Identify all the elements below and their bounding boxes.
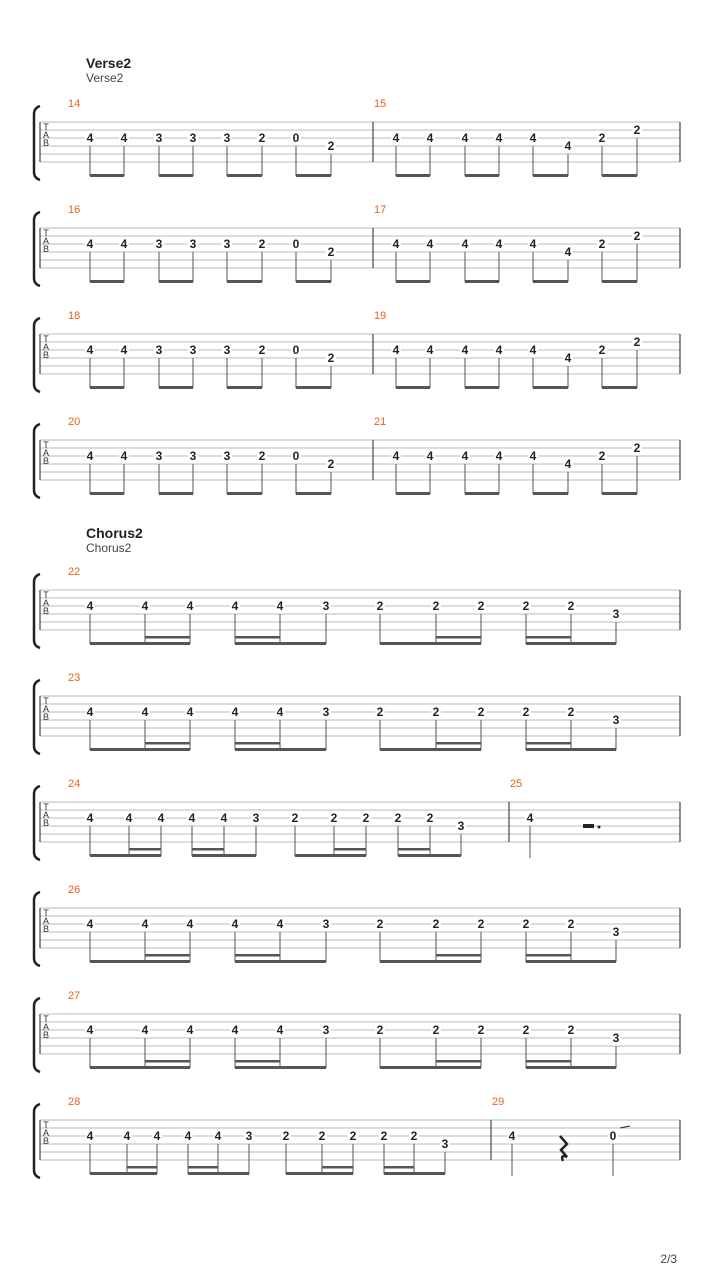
fret-number: 4 — [186, 1023, 194, 1037]
system-bracket — [34, 892, 40, 966]
fret-number: 2 — [330, 811, 338, 825]
fret-number: 2 — [349, 1129, 357, 1143]
fret-number: 4 — [392, 237, 400, 251]
fret-number: 2 — [426, 811, 434, 825]
fret-number: 4 — [461, 237, 469, 251]
measure-number: 21 — [374, 416, 387, 428]
fret-number: 3 — [189, 237, 197, 251]
beam — [90, 492, 124, 495]
measure-number: 17 — [374, 204, 387, 216]
beam — [533, 492, 568, 495]
beam-16th — [526, 1060, 571, 1063]
fret-number: 4 — [495, 343, 503, 357]
fret-number: 4 — [86, 811, 94, 825]
measure-number: 25 — [510, 778, 523, 790]
fret-number: 2 — [258, 449, 266, 463]
fret-number: 4 — [392, 131, 400, 145]
system-bracket — [34, 998, 40, 1072]
fret-number: 4 — [392, 343, 400, 357]
staff-system — [34, 884, 680, 966]
tab-clef-letter: B — [42, 1030, 50, 1040]
fret-number: 2 — [327, 139, 335, 153]
beam — [526, 748, 616, 751]
fret-number: 3 — [322, 705, 330, 719]
fret-number: 4 — [120, 131, 128, 145]
beam — [380, 1066, 481, 1069]
staff-system — [34, 98, 680, 180]
staff-system — [34, 1096, 680, 1178]
system-bracket — [34, 1104, 40, 1178]
beam-16th — [145, 636, 190, 639]
system-bracket — [34, 318, 40, 392]
beam-16th — [526, 742, 571, 745]
beam — [227, 174, 262, 177]
beam — [235, 960, 326, 963]
fret-number: 2 — [477, 599, 485, 613]
fret-number: 2 — [410, 1129, 418, 1143]
fret-number: 2 — [282, 1129, 290, 1143]
fret-number: 4 — [141, 599, 149, 613]
beam — [296, 174, 331, 177]
fret-number: 4 — [426, 449, 434, 463]
staff-systems — [34, 98, 680, 1178]
rest-dot — [598, 826, 601, 829]
measure-number: 24 — [68, 778, 81, 790]
fret-number: 4 — [86, 917, 94, 931]
fret-number: 2 — [477, 705, 485, 719]
staff-system — [34, 672, 680, 754]
beam — [90, 386, 124, 389]
fret-number: 4 — [220, 811, 228, 825]
beam-16th — [384, 1166, 414, 1169]
fret-number: 4 — [461, 449, 469, 463]
beam — [465, 174, 499, 177]
beam — [602, 280, 637, 283]
beam — [398, 854, 461, 857]
fret-number: 4 — [564, 245, 572, 259]
beam — [227, 492, 262, 495]
fret-number: 2 — [633, 123, 641, 137]
beam — [90, 642, 190, 645]
fret-number: 3 — [189, 343, 197, 357]
fret-number: 3 — [155, 449, 163, 463]
staff-system — [34, 310, 680, 392]
fret-number: 4 — [231, 705, 239, 719]
beam — [90, 174, 124, 177]
tab-clef-letter: B — [42, 606, 50, 616]
staff-system — [34, 566, 680, 648]
tab-clef-letter: T — [43, 122, 49, 132]
measure-number: 20 — [68, 416, 81, 428]
beam — [602, 492, 637, 495]
tab-clef-letter: A — [42, 448, 50, 458]
fret-number: 2 — [258, 131, 266, 145]
fret-number: 2 — [598, 449, 606, 463]
fret-number: 4 — [120, 449, 128, 463]
measure-number: 19 — [374, 310, 387, 322]
beam — [380, 642, 481, 645]
fret-number: 4 — [186, 917, 194, 931]
tab-clef-letter: T — [43, 440, 49, 450]
fret-number: 2 — [394, 811, 402, 825]
fret-number: 4 — [564, 351, 572, 365]
beam — [465, 492, 499, 495]
fret-number: 2 — [376, 705, 384, 719]
tab-clef-letter: B — [42, 818, 50, 828]
tab-clef-letter: B — [42, 924, 50, 934]
quarter-rest — [560, 1136, 567, 1161]
staff-system — [34, 990, 680, 1072]
tab-clef-letter: B — [42, 138, 50, 148]
tab-clef-letter: T — [43, 1014, 49, 1024]
fret-number: 4 — [526, 811, 534, 825]
fret-number: 4 — [461, 131, 469, 145]
fret-number: 3 — [252, 811, 260, 825]
tab-clef-letter: T — [43, 1120, 49, 1130]
beam — [235, 748, 326, 751]
staff-system — [34, 416, 680, 498]
fret-number: 2 — [522, 705, 530, 719]
beam — [533, 174, 568, 177]
fret-number: 0 — [609, 1129, 617, 1143]
tab-clef-letter: A — [42, 704, 50, 714]
beam-16th — [145, 1060, 190, 1063]
beam — [396, 280, 430, 283]
page-number: 2/3 — [660, 1252, 677, 1266]
system-bracket — [34, 574, 40, 648]
section-title-chorus2: Chorus2 — [86, 525, 143, 541]
staff-system — [34, 778, 680, 860]
fret-number: 4 — [564, 139, 572, 153]
fret-number: 4 — [529, 131, 537, 145]
fret-number: 4 — [231, 917, 239, 931]
fret-number: 2 — [376, 599, 384, 613]
fret-number: 0 — [292, 343, 300, 357]
tab-clef-letter: A — [42, 1022, 50, 1032]
fret-number: 4 — [508, 1129, 516, 1143]
fret-number: 3 — [223, 131, 231, 145]
beam-16th — [526, 954, 571, 957]
tab-clef-letter: T — [43, 802, 49, 812]
beam — [235, 1066, 326, 1069]
fret-number: 4 — [157, 811, 165, 825]
fret-number: 2 — [567, 705, 575, 719]
measure-number: 22 — [68, 566, 81, 578]
fret-number: 2 — [598, 237, 606, 251]
measure-number: 29 — [492, 1096, 505, 1108]
beam — [227, 386, 262, 389]
beam-16th — [235, 742, 280, 745]
fret-number: 2 — [432, 599, 440, 613]
measure-number: 14 — [68, 98, 81, 110]
fret-number: 4 — [392, 449, 400, 463]
fret-number: 4 — [86, 131, 94, 145]
measure-number: 27 — [68, 990, 81, 1002]
fret-number: 2 — [258, 237, 266, 251]
tab-clef-letter: T — [43, 908, 49, 918]
fret-number: 2 — [327, 245, 335, 259]
fret-number: 4 — [123, 1129, 131, 1143]
beam-16th — [436, 742, 481, 745]
tab-clef-letter: A — [42, 810, 50, 820]
system-bracket — [34, 680, 40, 754]
beam-16th — [436, 954, 481, 957]
beam — [90, 854, 161, 857]
fret-number: 3 — [155, 343, 163, 357]
fret-number: 4 — [426, 343, 434, 357]
fret-number: 4 — [141, 917, 149, 931]
fret-number: 4 — [141, 1023, 149, 1037]
tab-clef-letter: B — [42, 712, 50, 722]
fret-number: 2 — [633, 229, 641, 243]
fret-number: 2 — [598, 343, 606, 357]
fret-number: 4 — [86, 705, 94, 719]
measure-number: 23 — [68, 672, 81, 684]
beam — [90, 1172, 157, 1175]
tab-clef-letter: A — [42, 598, 50, 608]
fret-number: 4 — [276, 705, 284, 719]
beam-16th — [235, 636, 280, 639]
fret-number: 4 — [495, 131, 503, 145]
measure-number: 16 — [68, 204, 81, 216]
fret-number: 4 — [214, 1129, 222, 1143]
fret-number: 4 — [564, 457, 572, 471]
fret-number: 4 — [186, 599, 194, 613]
fret-number: 4 — [141, 705, 149, 719]
tab-clef-letter: T — [43, 696, 49, 706]
beam — [602, 386, 637, 389]
fret-number: 3 — [155, 237, 163, 251]
beam — [159, 386, 193, 389]
beam — [296, 386, 331, 389]
beam — [526, 1066, 616, 1069]
beam — [526, 960, 616, 963]
beam-16th — [235, 954, 280, 957]
beam-16th — [192, 848, 224, 851]
fret-number: 4 — [120, 237, 128, 251]
system-bracket — [34, 424, 40, 498]
beam — [380, 748, 481, 751]
beam — [384, 1172, 445, 1175]
beam — [380, 960, 481, 963]
beam — [159, 492, 193, 495]
fret-number: 3 — [189, 131, 197, 145]
fret-number: 4 — [153, 1129, 161, 1143]
fret-number: 2 — [598, 131, 606, 145]
beam-16th — [188, 1166, 218, 1169]
fret-number: 4 — [120, 343, 128, 357]
fret-number: 4 — [186, 705, 194, 719]
beam — [396, 492, 430, 495]
fret-number: 4 — [86, 1023, 94, 1037]
fret-number: 4 — [495, 449, 503, 463]
fret-number: 0 — [292, 131, 300, 145]
fret-number: 4 — [86, 237, 94, 251]
fret-number: 0 — [292, 237, 300, 251]
beam — [396, 386, 430, 389]
fret-number: 4 — [276, 599, 284, 613]
beam — [533, 386, 568, 389]
tab-clef-letter: T — [43, 334, 49, 344]
fret-number: 2 — [432, 917, 440, 931]
beam-16th — [235, 1060, 280, 1063]
system-bracket — [34, 212, 40, 286]
section-subtitle-chorus2: Chorus2 — [86, 541, 132, 555]
beam-16th — [436, 1060, 481, 1063]
fret-number: 3 — [223, 449, 231, 463]
tab-clef-letter: B — [42, 1136, 50, 1146]
beam — [533, 280, 568, 283]
fret-number: 3 — [223, 343, 231, 357]
beam — [90, 748, 190, 751]
beam — [90, 280, 124, 283]
measure-number: 28 — [68, 1096, 81, 1108]
fret-number: 3 — [322, 599, 330, 613]
beam — [159, 174, 193, 177]
fret-number: 3 — [457, 819, 465, 833]
fret-number: 4 — [231, 599, 239, 613]
beam-16th — [334, 848, 366, 851]
fret-number: 2 — [432, 1023, 440, 1037]
fret-number: 2 — [380, 1129, 388, 1143]
beam — [526, 642, 616, 645]
beam-16th — [145, 742, 190, 745]
system-bracket — [34, 106, 40, 180]
beam-16th — [398, 848, 430, 851]
beam-16th — [526, 636, 571, 639]
fret-number: 4 — [231, 1023, 239, 1037]
fret-number: 2 — [522, 1023, 530, 1037]
fret-number: 3 — [322, 917, 330, 931]
fret-number: 3 — [612, 607, 620, 621]
fret-number: 4 — [461, 343, 469, 357]
fret-number: 4 — [529, 237, 537, 251]
beam — [465, 386, 499, 389]
beam — [602, 174, 637, 177]
tab-clef-letter: B — [42, 456, 50, 466]
fret-number: 4 — [188, 811, 196, 825]
tab-clef-letter: T — [43, 590, 49, 600]
fret-number: 3 — [441, 1137, 449, 1151]
fret-number: 2 — [477, 917, 485, 931]
tab-clef-letter: T — [43, 228, 49, 238]
fret-number: 2 — [318, 1129, 326, 1143]
fret-number: 2 — [477, 1023, 485, 1037]
measure-number: 18 — [68, 310, 81, 322]
tab-clef-letter: A — [42, 1128, 50, 1138]
fret-number: 4 — [184, 1129, 192, 1143]
beam — [296, 492, 331, 495]
beam — [90, 1066, 190, 1069]
fret-number: 3 — [612, 925, 620, 939]
fret-number: 2 — [327, 457, 335, 471]
beam-16th — [322, 1166, 353, 1169]
fret-number: 2 — [633, 441, 641, 455]
fret-number: 3 — [245, 1129, 253, 1143]
tab-clef-letter: A — [42, 236, 50, 246]
staff-system — [34, 204, 680, 286]
beam-16th — [129, 848, 161, 851]
fret-number: 4 — [495, 237, 503, 251]
fret-number: 2 — [522, 599, 530, 613]
section-subtitle-verse2: Verse2 — [86, 71, 124, 85]
fret-number: 2 — [567, 1023, 575, 1037]
fret-number: 4 — [86, 599, 94, 613]
half-rest — [583, 824, 594, 828]
beam-16th — [145, 954, 190, 957]
fret-number: 4 — [426, 237, 434, 251]
beam — [159, 280, 193, 283]
tab-clef-letter: A — [42, 916, 50, 926]
fret-number: 3 — [189, 449, 197, 463]
fret-number: 2 — [362, 811, 370, 825]
fret-number: 3 — [223, 237, 231, 251]
measure-number: 15 — [374, 98, 387, 110]
beam-16th — [436, 636, 481, 639]
fret-number: 4 — [86, 449, 94, 463]
beam — [296, 280, 331, 283]
beam-16th — [127, 1166, 157, 1169]
fret-number: 4 — [276, 1023, 284, 1037]
fret-number: 4 — [529, 343, 537, 357]
fret-number: 2 — [258, 343, 266, 357]
tab-clef-letter: B — [42, 350, 50, 360]
tab-clef-letter: A — [42, 342, 50, 352]
tab-clef-letter: A — [42, 130, 50, 140]
beam — [295, 854, 366, 857]
fret-number: 2 — [432, 705, 440, 719]
beam — [396, 174, 430, 177]
beam — [235, 642, 326, 645]
beam — [465, 280, 499, 283]
fret-number: 4 — [86, 343, 94, 357]
beam — [227, 280, 262, 283]
beam — [188, 1172, 249, 1175]
fret-number: 2 — [567, 917, 575, 931]
fret-number: 2 — [291, 811, 299, 825]
section-title-verse2: Verse2 — [86, 55, 132, 71]
fret-number: 2 — [376, 1023, 384, 1037]
fret-number: 2 — [376, 917, 384, 931]
measure-number: 26 — [68, 884, 81, 896]
fret-number: 2 — [567, 599, 575, 613]
fret-number: 0 — [292, 449, 300, 463]
beam — [286, 1172, 353, 1175]
fret-number: 4 — [125, 811, 133, 825]
fret-number: 4 — [426, 131, 434, 145]
fret-number: 4 — [86, 1129, 94, 1143]
fret-number: 3 — [612, 713, 620, 727]
fret-number: 3 — [322, 1023, 330, 1037]
beam — [90, 960, 190, 963]
beam — [192, 854, 256, 857]
fret-number: 2 — [522, 917, 530, 931]
tab-clef-letter: B — [42, 244, 50, 254]
fret-number: 2 — [633, 335, 641, 349]
fret-number: 4 — [529, 449, 537, 463]
fret-number: 3 — [612, 1031, 620, 1045]
system-bracket — [34, 786, 40, 860]
fret-number: 3 — [155, 131, 163, 145]
fret-number: 2 — [327, 351, 335, 365]
fret-number: 4 — [276, 917, 284, 931]
